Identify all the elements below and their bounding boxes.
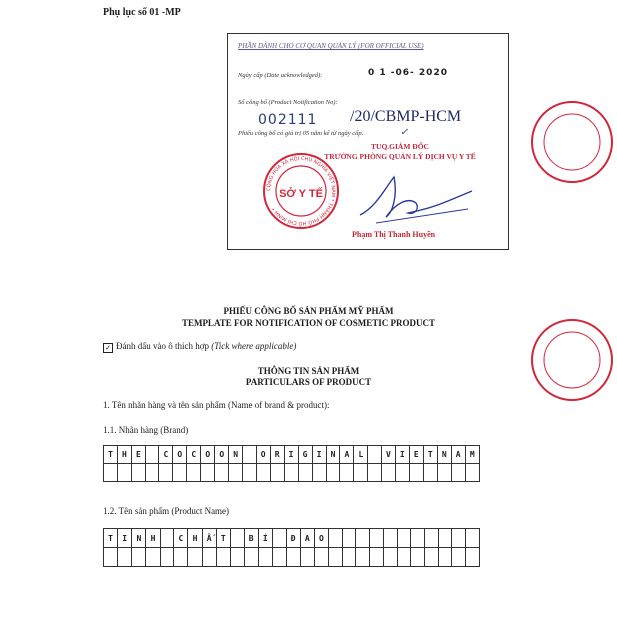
grid-cell[interactable] xyxy=(397,548,411,567)
signer-title-1: TUQ.GIÁM ĐỐC xyxy=(371,142,429,151)
tick-instruction xyxy=(103,341,296,353)
product-grid-row-1 xyxy=(104,529,480,548)
grid-cell[interactable]: C xyxy=(187,446,201,464)
grid-cell[interactable] xyxy=(298,464,312,482)
grid-cell[interactable]: Ấ xyxy=(202,529,216,548)
grid-cell[interactable] xyxy=(328,529,342,548)
grid-cell[interactable] xyxy=(409,464,423,482)
validity-label: Phiếu công bố có giá trị 05 năm kể từ ngày cấp. xyxy=(238,130,364,137)
grid-cell[interactable]: H xyxy=(117,446,131,464)
grid-cell[interactable]: L xyxy=(354,446,368,464)
grid-cell[interactable]: O xyxy=(201,446,215,464)
grid-cell[interactable] xyxy=(340,464,354,482)
grid-cell[interactable] xyxy=(395,464,409,482)
grid-cell[interactable]: C xyxy=(159,446,173,464)
grid-cell[interactable]: N xyxy=(132,529,146,548)
grid-cell[interactable] xyxy=(466,529,480,548)
grid-cell[interactable]: A xyxy=(340,446,354,464)
grid-cell[interactable] xyxy=(104,464,118,482)
grid-cell[interactable] xyxy=(230,548,244,567)
grid-cell[interactable] xyxy=(425,529,439,548)
grid-cell[interactable]: N xyxy=(326,446,340,464)
checkbox-icon[interactable]: ✓ xyxy=(103,343,113,353)
grid-cell[interactable] xyxy=(118,548,132,567)
grid-cell[interactable] xyxy=(452,548,466,567)
grid-cell[interactable]: T xyxy=(104,529,118,548)
grid-cell[interactable] xyxy=(451,464,465,482)
grid-cell[interactable] xyxy=(356,529,370,548)
date-acknowledged-value: 0 1 -06- 2020 xyxy=(368,68,448,78)
grid-cell[interactable] xyxy=(370,529,384,548)
grid-cell[interactable]: N xyxy=(437,446,451,464)
grid-cell[interactable] xyxy=(286,548,300,567)
grid-cell[interactable] xyxy=(160,548,174,567)
grid-cell[interactable]: I xyxy=(312,446,326,464)
grid-cell[interactable] xyxy=(104,548,118,567)
grid-cell[interactable] xyxy=(159,464,173,482)
grid-cell[interactable]: O xyxy=(215,446,229,464)
grid-cell[interactable] xyxy=(368,446,381,464)
official-seal-icon xyxy=(262,152,340,230)
notification-number-label: Số công bố (Product Notification No): xyxy=(238,99,338,106)
grid-cell[interactable] xyxy=(423,464,437,482)
grid-cell[interactable] xyxy=(244,548,258,567)
grid-cell[interactable] xyxy=(356,548,370,567)
handwritten-signature-icon xyxy=(356,167,476,227)
grid-cell[interactable] xyxy=(256,464,270,482)
grid-cell[interactable] xyxy=(229,464,243,482)
grid-cell[interactable] xyxy=(370,548,384,567)
grid-cell[interactable] xyxy=(437,464,451,482)
notification-number-suffix: /20/CBMP-HCM xyxy=(350,108,462,125)
grid-cell[interactable]: E xyxy=(131,446,145,464)
section-title-vi: THÔNG TIN SẢN PHẨM xyxy=(257,366,360,376)
grid-cell[interactable] xyxy=(117,464,131,482)
validity-tick-mark: ✓ xyxy=(400,127,409,138)
grid-cell[interactable] xyxy=(438,529,452,548)
grid-cell[interactable] xyxy=(438,548,452,567)
grid-cell[interactable]: A xyxy=(300,529,314,548)
product-grid xyxy=(103,528,480,567)
grid-cell[interactable] xyxy=(383,548,397,567)
product-grid-row-2 xyxy=(104,548,480,567)
grid-cell[interactable] xyxy=(452,529,466,548)
grid-cell[interactable] xyxy=(146,548,160,567)
grid-cell[interactable]: R xyxy=(270,446,284,464)
grid-cell[interactable]: B xyxy=(244,529,258,548)
grid-cell[interactable] xyxy=(215,464,229,482)
grid-cell[interactable] xyxy=(270,464,284,482)
grid-cell[interactable]: H xyxy=(146,529,160,548)
grid-cell[interactable] xyxy=(328,548,342,567)
grid-cell[interactable] xyxy=(173,464,187,482)
page-seal-middle-icon xyxy=(528,318,617,402)
grid-cell[interactable] xyxy=(465,464,479,482)
grid-cell[interactable]: C xyxy=(174,529,188,548)
grid-cell[interactable] xyxy=(243,464,256,482)
grid-cell[interactable] xyxy=(314,548,328,567)
brand-grid-row-2 xyxy=(104,464,480,482)
grid-cell[interactable]: O xyxy=(314,529,328,548)
grid-cell[interactable]: N xyxy=(229,446,243,464)
grid-cell[interactable]: O xyxy=(173,446,187,464)
grid-cell[interactable] xyxy=(187,464,201,482)
signer-name: Phạm Thị Thanh Huyền xyxy=(352,230,436,239)
tick-instruction-vi: Đánh dấu vào ô thích hợp xyxy=(116,341,209,351)
grid-cell[interactable]: A xyxy=(451,446,465,464)
grid-cell[interactable] xyxy=(411,529,425,548)
grid-cell[interactable] xyxy=(258,548,272,567)
grid-cell[interactable]: V xyxy=(381,446,395,464)
grid-cell[interactable]: T xyxy=(423,446,437,464)
seal-ring-text: CỘNG HÒA XÃ HỘI CHỦ NGHĨA VIỆT NAM * THÀNH PHỐ HỒ CHÍ MINH * xyxy=(265,155,337,227)
signer-title-2: TRƯỞNG PHÒNG QUẢN LÝ DỊCH VỤ Y TẾ xyxy=(324,152,476,161)
grid-cell[interactable]: I xyxy=(284,446,298,464)
grid-cell[interactable] xyxy=(342,529,356,548)
page-seal-top-icon xyxy=(528,100,617,184)
grid-cell[interactable] xyxy=(188,548,202,567)
form-title-vi: PHIẾU CÔNG BỐ SẢN PHẨM MỸ PHẨM xyxy=(223,306,394,316)
grid-cell[interactable] xyxy=(131,464,145,482)
grid-cell[interactable] xyxy=(411,548,425,567)
grid-cell[interactable] xyxy=(174,548,188,567)
seal-center-text: SỞ Y TẾ xyxy=(279,188,323,200)
grid-cell[interactable] xyxy=(160,529,174,548)
grid-cell[interactable] xyxy=(145,446,158,464)
grid-cell[interactable]: M xyxy=(465,446,479,464)
grid-cell[interactable] xyxy=(243,446,256,464)
grid-cell[interactable]: I xyxy=(395,446,409,464)
grid-cell[interactable]: T xyxy=(104,446,118,464)
grid-cell[interactable] xyxy=(132,548,146,567)
grid-cell[interactable] xyxy=(397,529,411,548)
grid-cell[interactable]: H xyxy=(188,529,202,548)
grid-cell[interactable] xyxy=(381,464,395,482)
grid-cell[interactable]: I xyxy=(118,529,132,548)
official-use-heading: PHẦN DÀNH CHO CƠ QUAN QUẢN LÝ (FOR OFFICIAL USE) xyxy=(238,42,424,50)
grid-cell[interactable] xyxy=(145,464,158,482)
grid-cell[interactable]: T xyxy=(216,529,230,548)
grid-cell[interactable] xyxy=(342,548,356,567)
grid-cell[interactable] xyxy=(201,464,215,482)
grid-cell[interactable] xyxy=(425,548,439,567)
grid-cell[interactable]: O xyxy=(256,446,270,464)
grid-cell[interactable] xyxy=(272,548,286,567)
grid-cell[interactable] xyxy=(466,548,480,567)
grid-cell[interactable]: Đ xyxy=(286,529,300,548)
grid-cell[interactable] xyxy=(216,548,230,567)
brand-grid xyxy=(103,445,480,482)
grid-cell[interactable] xyxy=(284,464,298,482)
tick-instruction-en: (Tick where applicable) xyxy=(211,341,297,351)
grid-cell[interactable] xyxy=(326,464,340,482)
item-1-1-label: 1.1. Nhãn hàng (Brand) xyxy=(103,425,189,435)
grid-cell[interactable] xyxy=(368,464,381,482)
grid-cell[interactable]: G xyxy=(298,446,312,464)
grid-cell[interactable] xyxy=(230,529,244,548)
item-1-2-label: 1.2. Tên sản phẩm (Product Name) xyxy=(103,506,230,516)
grid-cell[interactable]: E xyxy=(409,446,423,464)
appendix-label: Phụ lục số 01 -MP xyxy=(103,7,181,18)
grid-cell[interactable] xyxy=(300,548,314,567)
grid-cell[interactable] xyxy=(383,529,397,548)
brand-grid-row-1 xyxy=(104,446,480,464)
grid-cell[interactable]: Í xyxy=(258,529,272,548)
grid-cell[interactable] xyxy=(312,464,326,482)
official-use-box xyxy=(227,33,509,250)
grid-cell[interactable] xyxy=(202,548,216,567)
notification-number: 002111 xyxy=(258,112,318,128)
grid-cell[interactable] xyxy=(354,464,368,482)
item-1-label: 1. Tên nhãn hàng và tên sản phẩm (Name of brand & product): xyxy=(103,400,330,410)
grid-cell[interactable] xyxy=(272,529,286,548)
section-title-en: PARTICULARS OF PRODUCT xyxy=(245,377,372,387)
date-acknowledged-label: Ngày cấp (Date acknowledged): xyxy=(238,72,323,79)
form-title-en: TEMPLATE FOR NOTIFICATION OF COSMETIC PRODUCT xyxy=(181,318,436,328)
